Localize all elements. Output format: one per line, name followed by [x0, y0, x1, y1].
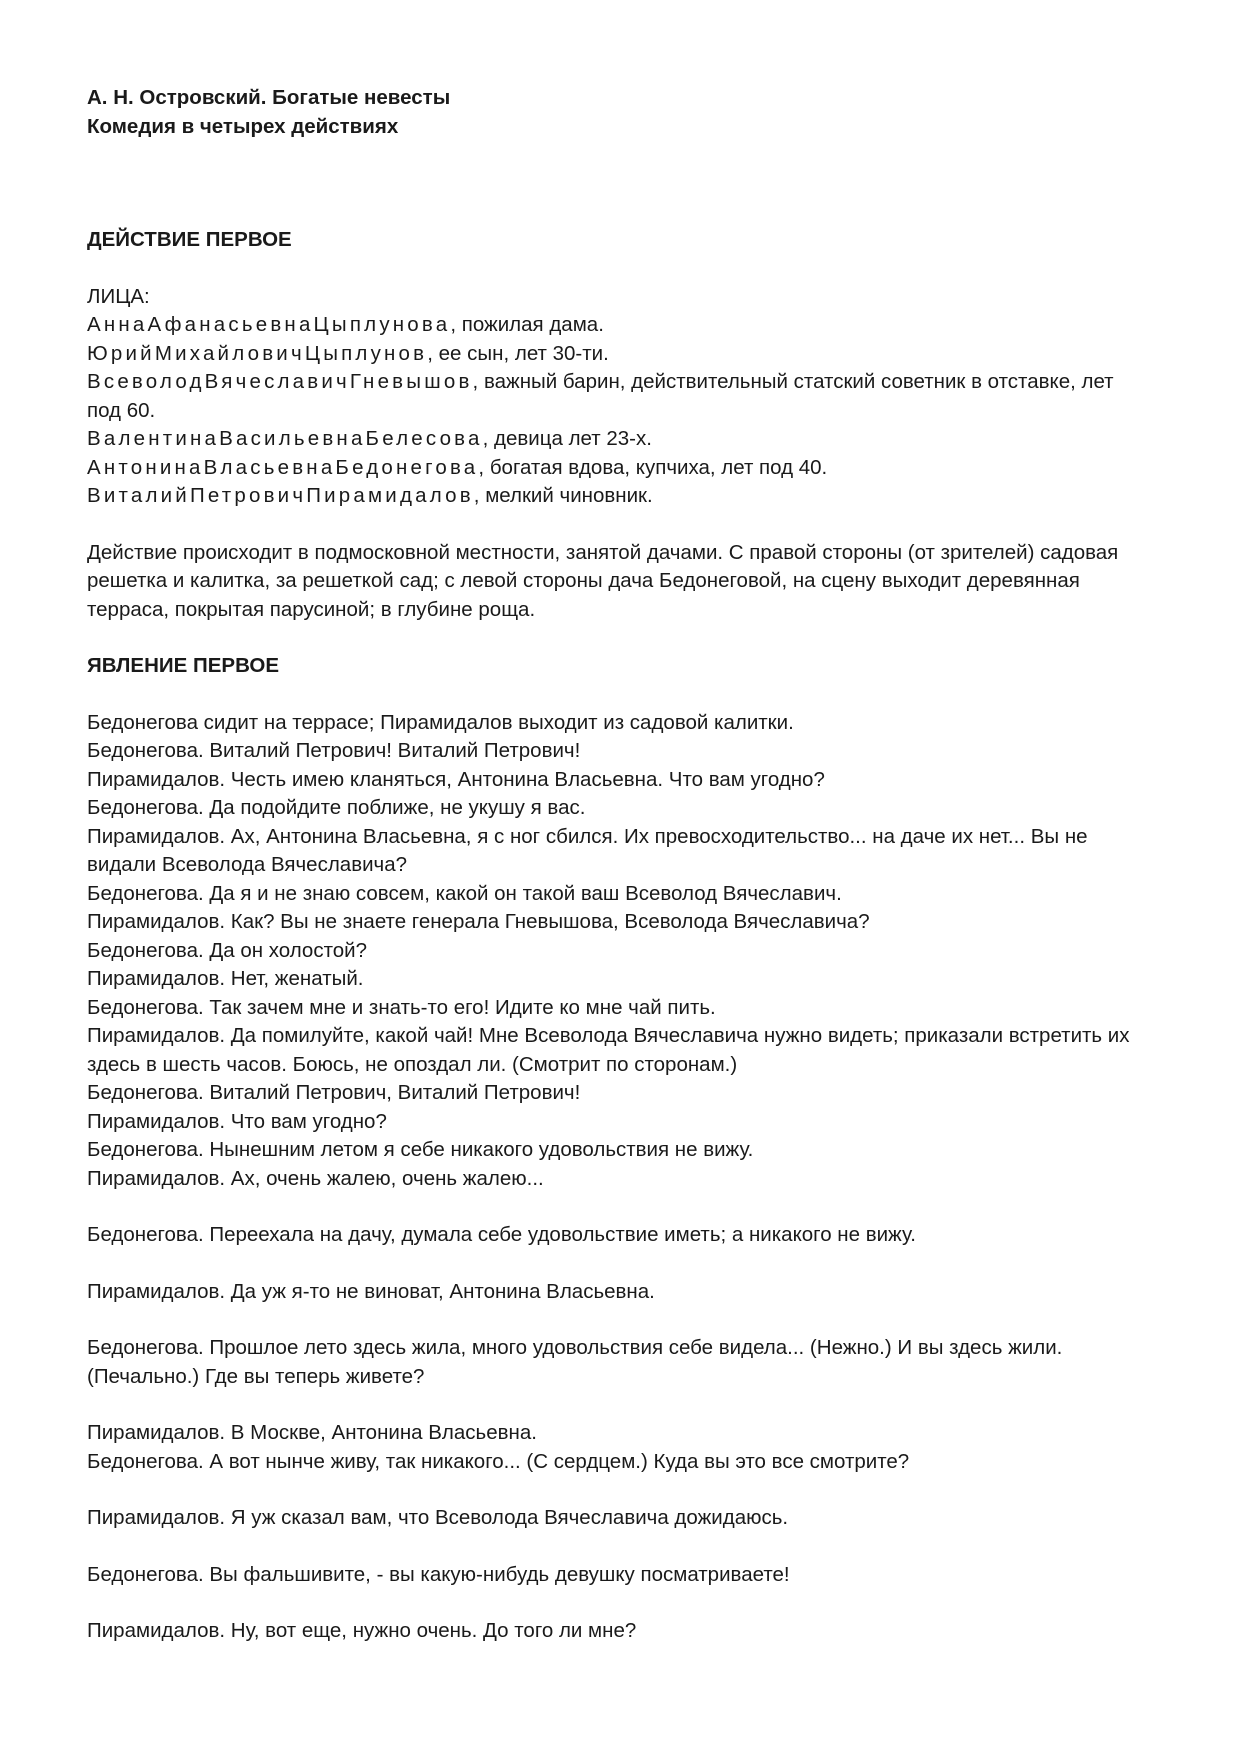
dialogue-line: Бедонегова. Виталий Петрович! Виталий Петрович!: [87, 739, 581, 762]
dialogue-line: Бедонегова. Вы фальшивите, - вы какую-нибудь девушку посматриваете!: [87, 1562, 790, 1586]
cast-list: [87, 311, 1167, 511]
cast-description: , пожилая дама.: [450, 313, 604, 336]
cast-name: ВиталийПетровичПирамидалов: [87, 484, 474, 507]
dialogue-line: Бедонегова. Так зачем мне и знать-то его! Идите ко мне чай пить.: [87, 995, 716, 1019]
dialogue-line: Пирамидалов. Что вам угодно?: [87, 1109, 387, 1133]
dialogue-line: Пирамидалов. В Москве, Антонина Власьевна.: [87, 1421, 537, 1444]
cast-name: ВалентинаВасильевнаБелесова: [87, 427, 483, 450]
cast-member: [87, 454, 1167, 483]
act-heading: ДЕЙСТВИЕ ПЕРВОЕ: [87, 228, 292, 251]
dialogue-line: Пирамидалов. Да помилуйте, какой чай! Мне Всеволода Вячеславича нужно видеть; приказали встретить их здесь в шесть часов. Боюсь, не опоздал ли. (Смотрит по сторонам.): [87, 1024, 1130, 1076]
dialogue-line: Пирамидалов. Я уж сказал вам, что Всеволода Вячеславича дожидаюсь.: [87, 1506, 789, 1529]
cast-name: ВсеволодВячеславичГневышов: [87, 370, 473, 393]
cast-member: [87, 425, 1167, 454]
cast-name: АннаАфанасьевнаЦыплунова: [87, 313, 451, 336]
dialogue-line: Пирамидалов. Ах, очень жалею, очень жалею...: [87, 1166, 544, 1190]
setting-description: Действие происходит в подмосковной местности, занятой дачами. С правой стороны (от зрителей) садовая решетка и калитка, за решеткой сад; с левой стороны дача Бедонеговой, на сцену выходит деревянная терраса, покрытая парусиной; в глубине роща.: [87, 540, 1119, 621]
dialogue-line: Пирамидалов. Да уж я-то не виноват, Антонина Власьевна.: [87, 1279, 655, 1303]
cast-member: [87, 368, 1147, 425]
dialogue-line: Пирамидалов. Как? Вы не знаете генерала Гневышова, Всеволода Вячеславича?: [87, 910, 870, 933]
dialogue-line: Бедонегова. Да он холостой?: [87, 938, 367, 962]
document-subtitle: Комедия в четырех действиях: [87, 114, 399, 138]
document-title: А. Н. Островский. Богатые невесты: [87, 86, 451, 109]
dialogue-line: Бедонегова. Да подойдите поближе, не укушу я вас.: [87, 796, 586, 819]
dialogue-line: Пирамидалов. Честь имею кланяться, Антонина Власьевна. Что вам угодно?: [87, 767, 825, 791]
dialogue-line: Бедонегова. Виталий Петрович, Виталий Петрович!: [87, 1081, 581, 1104]
cast-heading: ЛИЦА:: [87, 284, 150, 308]
scene-heading: ЯВЛЕНИЕ ПЕРВОЕ: [87, 654, 279, 677]
cast-description: , мелкий чиновник.: [473, 484, 653, 507]
cast-description: , девица лет 23-х.: [482, 427, 652, 450]
document-page: [87, 84, 1167, 1646]
dialogue-line: Бедонегова. А вот нынче живу, так никакого... (С сердцем.) Куда вы это все смотрите?: [87, 1449, 910, 1473]
cast-description: , важный барин, действительный статский советник в отставке, лет под 60.: [87, 370, 1114, 422]
cast-description: , богатая вдова, купчиха, лет под 40.: [478, 455, 828, 479]
dialogue-line: Пирамидалов. Ну, вот еще, нужно очень. До того ли мне?: [87, 1619, 637, 1642]
dialogue-line: Бедонегова. Переехала на дачу, думала себе удовольствие иметь; а никакого не вижу.: [87, 1223, 916, 1246]
cast-name: ЮрийМихайловичЦыплунов: [87, 341, 428, 365]
cast-member: [87, 340, 1167, 369]
dialogue: [87, 709, 1167, 1646]
dialogue-line: Пирамидалов. Ах, Антонина Власьевна, я с ног сбился. Их превосходительство... на даче их нет... Вы не видали Всеволода Вячеславича?: [87, 824, 1088, 876]
dialogue-line: Бедонегова. Нынешним летом я себе никакого удовольствия не вижу.: [87, 1138, 754, 1161]
dialogue-line: Бедонегова. Прошлое лето здесь жила, много удовольствия себе видела... (Нежно.) И вы здесь жили. (Печально.) Где вы теперь живете?: [87, 1336, 1063, 1388]
cast-name: АнтонинаВласьевнаБедонегова: [87, 455, 479, 479]
dialogue-line: Бедонегова. Да я и не знаю совсем, какой он такой ваш Всеволод Вячеславич.: [87, 881, 842, 905]
cast-member: [87, 311, 1167, 340]
stage-direction: Бедонегова сидит на террасе; Пирамидалов выходит из садовой калитки.: [87, 710, 794, 734]
cast-member: [87, 482, 1167, 511]
dialogue-line: Пирамидалов. Нет, женатый.: [87, 967, 364, 990]
cast-description: , ее сын, лет 30-ти.: [427, 341, 609, 365]
